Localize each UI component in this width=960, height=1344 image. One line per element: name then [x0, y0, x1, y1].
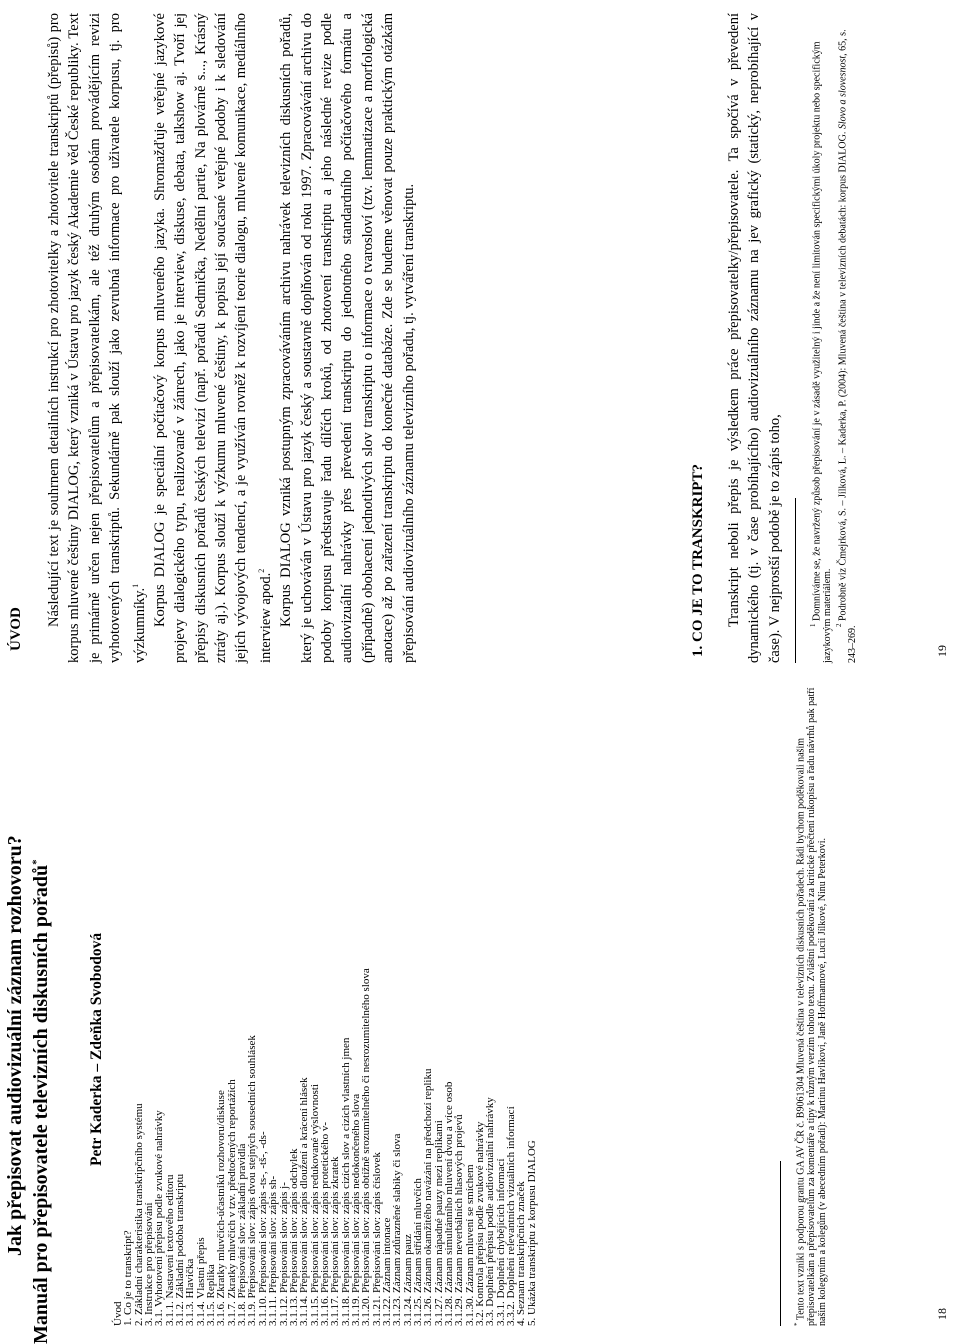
footnote-2: [834, 13, 860, 663]
toc-item: 3.1.2. Základní podoba transkriptu: [174, 1173, 187, 1326]
toc-item: 3.1.16. Přepisování slov: zápis protetického v-: [318, 1121, 331, 1326]
footnote-1-marker: 1: [809, 623, 817, 627]
right-page: [0, 0, 960, 663]
toc-item: 3.1.23. Záznam zdůrazněné slabiky či slova: [391, 1133, 404, 1326]
footnote-rule: [780, 1161, 781, 1326]
paragraph-dialog-corpus: [150, 13, 276, 663]
paragraph-intro: [44, 13, 150, 663]
toc-item: 3.1.21. Přepisování slov: zápis číslovek: [370, 1152, 383, 1326]
paragraph-transcript-text: Transkript neboli přepis je výsledkem práce přepisovatelky/přepisovatele. Ta spočívá v převedení dynamického (tj. v čase probíhajícího) audiovizuálního záznamu na jev grafický (statický, neprobíhající v čase). V nejprostší podobě je to zápis toho,: [726, 13, 783, 663]
toc-item: 2. Základní charakteristika transkripčního systému: [132, 1103, 145, 1326]
toc-item: 3.1.7. Zkratky mluvčích v tzv. předtočených reportážích: [225, 1079, 238, 1326]
paragraph-corpus-processing: Korpus DIALOG vzniká postupným zpracováváním archivu nahrávek televizních diskusních pořadů, který je uchováván v Ústavu pro jazyk český a soustavně doplňován od roku 1997. Zpracovávání archivu do podoby korpusu představuje řadu dílčích kroků, od zhotovení transkriptu a jeho následné revize podle audiovizuální nahrávky přes převedení transkriptu do jednotného standardního počítačového formátu a (případně) obohacení jednotlivých slov transkriptu o informace o tvarosloví (tzv. lemmatizace a morfologická anotace) až po zařazení transkriptu do konečné databáze. Zde se budeme věnovat pouze praktickým otázkám přepisování audiovizuálního záznamu televizního pořadu, tj. vytváření transkriptu.: [278, 13, 417, 663]
toc-item: 3.1.17. Přepisování slov: zápis zkratek: [329, 1156, 342, 1326]
toc-item: 3.1.3. Hlavička: [184, 1258, 197, 1326]
toc-item: 3.1.25. Záznam střídání mluvčích: [411, 1178, 424, 1326]
toc-item: 3.3.1. Doplnění chybějících informací: [494, 1158, 507, 1326]
page-number-left: 18: [935, 1308, 949, 1320]
toc-item: 3.1.15. Přepisování slov: zápis redukované výslovnosti: [308, 1084, 321, 1326]
toc-item: 3.1.24. Záznam pauz: [401, 1234, 414, 1326]
toc-item: 3.2. Kontrola přepisu podle zvukové nahrávky: [474, 1121, 487, 1326]
paragraph-intro-text: Následující text je souhrnem detailních instrukcí pro zhotovitelky a zhotovitele transkriptů (přepisů) pro korpus mluvené češtiny DIALOG, který vzniká v Ústavu pro jazyk český Akademie věd České republiky. Text je primárně určen nejen přepisovatelům a přepisovatelkám, ale též druhým osobám provádějícím revizi vyhotovených transkriptů. Sekundárně pak slouží jako zevrubná informace pro uživatele korpusu, tj. pro výzkumníky.: [46, 13, 148, 663]
toc-item: 5. Ukázka transkriptu z korpusu DIALOG: [525, 1140, 538, 1326]
title-line-2-text: Manuál pro přepisovatele televizních diskusních pořadů: [30, 864, 52, 1344]
toc-item: 3.1.18. Přepisování slov: zápis cizích slov a cizích vlastních jmen: [339, 1037, 352, 1326]
toc-item: 3.1.22. Záznam intonace: [380, 1217, 393, 1326]
toc-item: 3.1. Vyhotovení přepisu podle zvukové nahrávky: [153, 1110, 166, 1326]
footnote-ref-1: 1: [130, 583, 140, 588]
authors: Petr Kaderka – Zdeňka Svobodová: [88, 932, 105, 1166]
footnote-text: Tento text vznikl s podporou grantu GA AV ČR č. B9061304 Mluvená čeština v televizních diskusních pořadech. Rádi bychom poděkovali našim přepisovatelkám a přepisovatelům za komentáře a tipy k různým verzím tohoto textu. Zvláštní poděkování za kritické přečtení rukopisu a řadu návrhů pak patří našim kolegyním a kolegům (v abecedním pořadí): Martinu Havlíkovi, Janě Hoffmannové, Lucii Jílkové, Ninu Peterkovi.: [795, 687, 828, 1326]
toc-item: 3.1.20. Přepisování slov: zápis obtížně srozumitelného či nesrozumitelného slova: [360, 968, 373, 1326]
toc-item: 1. Co je to transkript?: [122, 1230, 135, 1326]
toc-item: 3.1.13. Přepisování slov: zápis odchylek: [287, 1148, 300, 1326]
toc-item: 3.1.29. Záznam neverbálních hlasových projevů: [453, 1114, 466, 1326]
footnote-rule: [795, 498, 796, 663]
toc-item: 3.1.28. Záznam simultánního mluvení dvou a více osob: [443, 1081, 455, 1326]
footnote-2-lead: Podrobně viz Čmejrková, S. – Jílková, L. – Kaderka, P. (2004): Mluvená čeština v televizních debatách: korpus DIALOG.: [836, 131, 848, 621]
toc-item: 3.1.9. Přepisování slov: zápis dvou stejných sousedních souhlásek: [246, 1035, 259, 1326]
toc-item: 3.1.30. Záznam mluvení se smíchem: [463, 1164, 476, 1326]
toc-item: 3.3. Doplnění přepisu podle audiovizuální nahrávky: [484, 1097, 497, 1326]
toc-item: 3.1.6. Zkratky mluvčích-účastníků rozhovoru/diskuse: [215, 1090, 228, 1326]
left-page: [0, 663, 960, 1344]
title-line-1: Jak přepisovat audiovizuální záznam rozhovoru?: [4, 835, 26, 1256]
body-text: [44, 13, 419, 663]
footnote-2-tail: , 65, s. 243–269.: [836, 29, 859, 663]
toc-item: 3.1.1. Nastavení textového editoru: [163, 1174, 176, 1326]
toc-item: 4. Seznam transkripčních značek: [515, 1181, 528, 1326]
toc-item: 3.1.26. Záznam okamžitého navázání na předchozí repliku: [422, 1068, 435, 1326]
toc-item: 3.1.8. Přepisování slov: základní pravidla: [236, 1143, 249, 1326]
toc-item: 3. Instrukce pro přepisování: [143, 1202, 156, 1326]
toc-item: Úvod: [112, 1301, 124, 1326]
footnote-2-marker: 2: [834, 623, 843, 627]
toc-item: 3.1.10. Přepisování slov: zápis -ts-, -tš-, -ds-: [256, 1131, 269, 1326]
section-heading: 1. CO JE TO TRANSKRIPT?: [690, 464, 706, 657]
toc-item: 3.1.12. Přepisování slov: zápis j-: [277, 1182, 290, 1326]
toc-item: 3.1.5. Replika: [205, 1264, 218, 1326]
toc-item: 3.3.2. Doplnění relevantních vizuálních informací: [505, 1106, 518, 1326]
footnote-ref-2: 2: [256, 568, 266, 573]
title-footnote-marker: *: [30, 859, 43, 865]
paragraph-dialog-corpus-text: Korpus DIALOG je speciální počítačový korpus mluveného jazyka. Shromažďuje veřejné jazykové projevy dialogického typu, realizované v žánrech, jako je interview, diskuse, debata, talkshow aj. Tvoří jej přepisy diskusních pořadů českých televizí (např. pořadů Sedmička, Nedělní partie, Na plovárně s..., Krásný ztráty aj.). Korpus slouží k výzkumu mluvené češtiny, k popisu její současné veřejné podoby i k sledování jejích vývojových tendencí, a je využíván rovněž k rozvíjení teorie dialogu, mluvené komunikace, mediálního interview apod.: [151, 13, 274, 663]
footnote-1: [808, 13, 834, 663]
toc-item: 3.1.14. Přepisování slov: zápis dloužení a krácení hlásek: [298, 1077, 311, 1326]
footnote: [792, 676, 828, 1326]
paragraph-transcript: [724, 13, 785, 663]
toc-item: 3.1.19. Přepisování slov: zápis nedokončeného slova: [349, 1093, 362, 1326]
footnotes: [808, 13, 859, 663]
footnote-1-text: Domníváme se, že navržený způsob přepisování je v zásadě využitelný i jinde a že není limitován specifickými úkoly projektu nebo specifickým jazykovým materiálem.: [811, 41, 833, 663]
toc-item: 3.1.4. Vlastní přepis: [194, 1237, 207, 1326]
footnote-2-journal: Slovo a slovesnost: [836, 55, 848, 130]
toc-item: 3.1.27. Záznam nápadné pauzy mezi replikami: [432, 1120, 445, 1326]
page-number-right: 19: [935, 645, 949, 657]
intro-heading: ÚVOD: [8, 607, 24, 651]
toc-item: 3.1.11. Přepisování slov: zápis sh-: [267, 1175, 280, 1326]
title-line-2: [30, 859, 53, 1344]
footnote-marker: *: [793, 1322, 801, 1326]
table-of-contents: [113, 676, 537, 1326]
